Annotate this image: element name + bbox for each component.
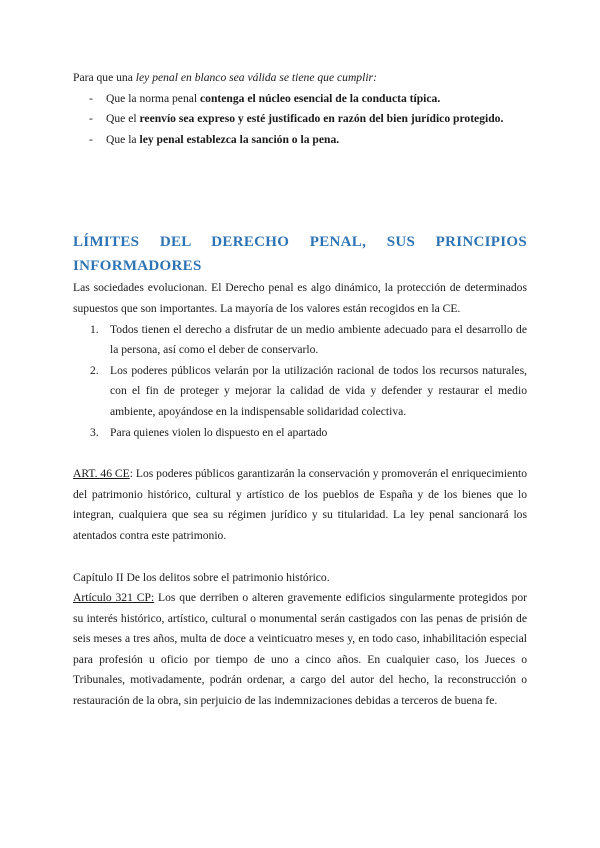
art321-label: Artículo 321 CP:: [73, 591, 155, 605]
art46-paragraph: ART. 46 CE: Los poderes públicos garantizarán la conservación y promoverán el enriquecimiento del patrimonio histórico, cultural y artístico de los pueblos de España y de los bienes que lo integran, cualquiera que sea su régimen jurídico y su titularidad. La ley penal sancionará los atentados contra este patrimonio.: [73, 467, 528, 542]
section-heading-line2: INFORMADORES: [73, 258, 202, 275]
dash-bullet: -: [89, 91, 93, 105]
item-number: 2.: [90, 363, 99, 377]
list-item: - Que el reenvío sea expreso y esté justificado en razón del bien jurídico protegido.: [73, 109, 527, 130]
dash-bullet: -: [89, 132, 93, 146]
list-item: 2. Los poderes públicos velarán por la utilización racional de todos los recursos naturales, con el fin de proteger y mejorar la calidad de vida y defender y restaurar el medio ambiente, apoyándose en la indispensable solidaridad colectiva.: [73, 361, 527, 423]
intro-line: [73, 68, 527, 89]
list-item: - Que la ley penal establezca la sanción o la pena.: [73, 130, 527, 151]
document-page: [73, 68, 527, 712]
list-item: 3. Para quienes violen lo dispuesto en el apartado: [73, 423, 527, 444]
section-heading-line1: LÍMITES DEL DERECHO PENAL, SUS PRINCIPIOS: [73, 234, 527, 251]
art46-label: ART. 46 CE: [73, 467, 130, 481]
intro-italic: ley penal en blanco sea válida se tiene que cumplir:: [135, 71, 377, 84]
intro-prefix: Para que una: [73, 71, 136, 84]
item-number: 3.: [90, 425, 99, 439]
list-item: - Que la norma penal contenga el núcleo esencial de la conducta típica.: [73, 89, 527, 110]
requirements-list: [73, 89, 527, 151]
chapter-title: Capítulo II De los delitos sobre el patrimonio histórico.: [73, 570, 330, 584]
list-item: 1. Todos tienen el derecho a disfrutar de un medio ambiente adecuado para el desarrollo de la persona, así como el deber de conservarlo.: [73, 320, 527, 361]
art321-text: Los que derriben o alteren gravemente edificios singularmente protegidos por su interés histórico, artístico, cultural o monumental serán castigados con las penas de prisión de seis meses a tres años, multa de doce a veinticuatro meses y, en todo caso, inhabilitación especial para profesión u oficio por tiempo de uno a cinco años. En cualquier caso, los Jueces o Tribunales, motivadamente, podrán ordenar, a cargo del autor del hecho, la reconstrucción o restauración de la obra, sin perjuicio de las indemnizaciones debidas a terceros de buena fe.: [73, 591, 527, 708]
art321-paragraph: [73, 588, 527, 712]
dash-bullet: -: [89, 112, 93, 126]
numbered-list: [73, 320, 527, 444]
art46-text: Los poderes públicos garantizarán la conservación y promoverán el enriquecimiento del patrimonio histórico, cultural y artístico de los pueblos de España y de los bienes que lo integran, cualquiera que sea su régimen jurídico y su titularidad. La ley penal sancionará los atentados contra este patrimonio.: [73, 467, 528, 542]
section-heading: [73, 230, 527, 278]
paragraph-intro: Las sociedades evolucionan. El Derecho penal es algo dinámico, la protección de determinados supuestos que son importantes. La mayoría de los valores están recogidos en la CE.: [73, 281, 527, 315]
item-number: 1.: [90, 322, 99, 336]
